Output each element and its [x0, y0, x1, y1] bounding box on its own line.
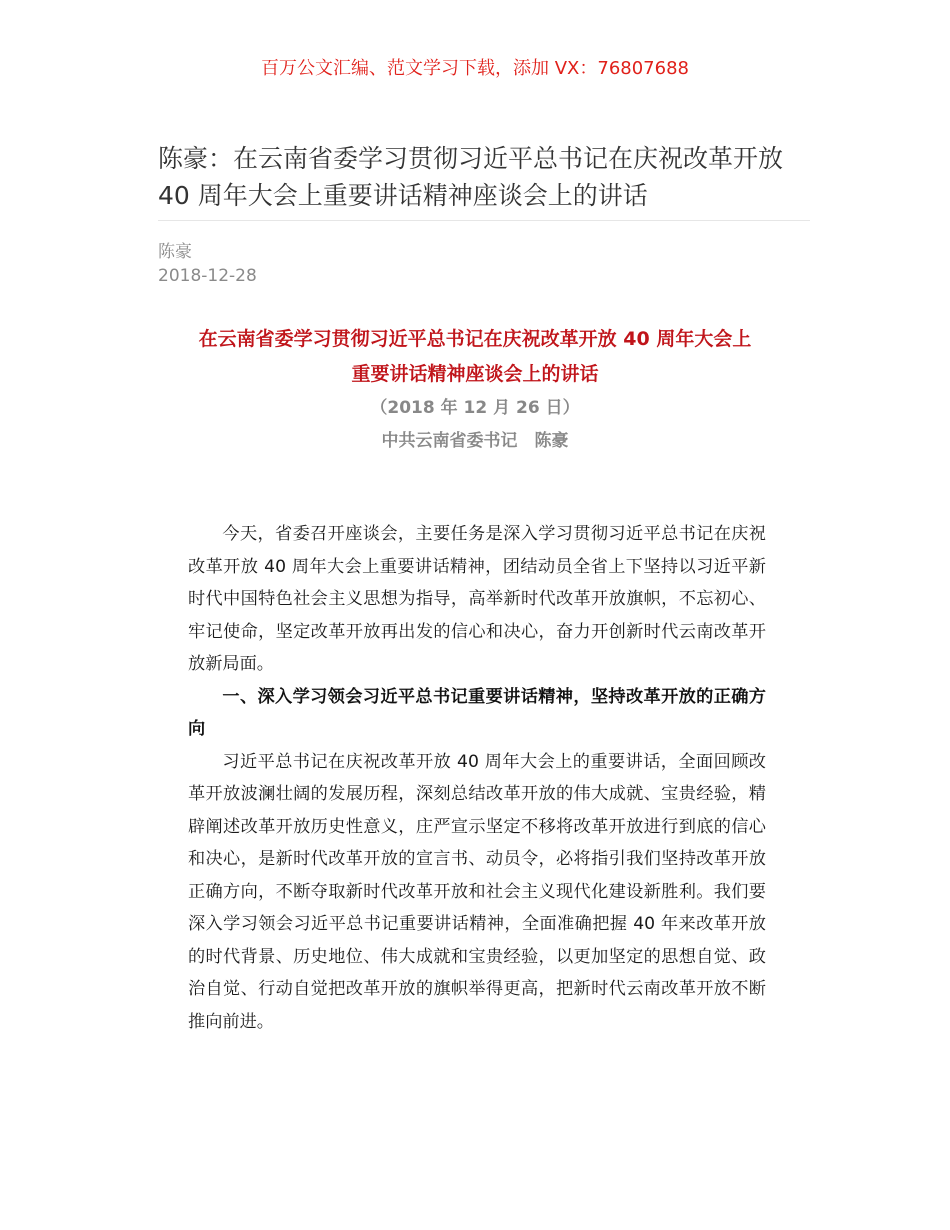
- document-date: （2018 年 12 月 26 日）: [370, 398, 580, 418]
- article-date: 2018-12-28: [158, 266, 257, 286]
- title-divider: [158, 220, 810, 221]
- article-title: 陈豪：在云南省委学习贯彻习近平总书记在庆祝改革开放 40 周年大会上重要讲话精神座谈会上的讲话: [158, 144, 784, 210]
- document-title-line-2: 重要讲话精神座谈会上的讲话: [351, 363, 599, 385]
- document-author: 中共云南省委书记 陈豪: [381, 431, 569, 451]
- section-heading-1: 一、深入学习领会习近平总书记重要讲话精神，坚持改革开放的正确方向: [188, 686, 766, 739]
- article-meta: [158, 240, 257, 288]
- document-title: [180, 322, 770, 392]
- promo-banner: 百万公文汇编、范文学习下载，添加 VX：76807688: [261, 58, 689, 79]
- paragraph-section-1: 习近平总书记在庆祝改革开放 40 周年大会上的重要讲话，全面回顾改革开放波澜壮阔的发展历程，深刻总结改革开放的伟大成就、宝贵经验，精辟阐述改革开放历史性意义，庄严宣示坚定不移将改革开放进行到底的信心和决心，是新时代改革开放的宣言书、动员令，必将指引我们坚持改革开放正确方向，不断夺取新时代改革开放和社会主义现代化建设新胜利。我们要深入学习领会习近平总书记重要讲话精神，全面准确把握 40 年来改革开放的时代背景、历史地位、伟大成就和宝贵经验，以更加坚定的思想自觉、政治自觉、行动自觉把改革开放的旗帜举得更高，把新时代云南改革开放不断推向前进。: [188, 751, 766, 1032]
- document-header: [180, 322, 770, 458]
- document-body: [188, 518, 766, 1038]
- document-title-line-1: 在云南省委学习贯彻习近平总书记在庆祝改革开放 40 周年大会上: [198, 328, 752, 350]
- paragraph-intro: 今天，省委召开座谈会，主要任务是深入学习贯彻习近平总书记在庆祝改革开放 40 周年大会上重要讲话精神，团结动员全省上下坚持以习近平新时代中国特色社会主义思想为指导，高举新时代改革开放旗帜，不忘初心、牢记使命，坚定改革开放再出发的信心和决心，奋力开创新时代云南改革开放新局面。: [188, 524, 766, 674]
- article-author: 陈豪: [158, 242, 192, 262]
